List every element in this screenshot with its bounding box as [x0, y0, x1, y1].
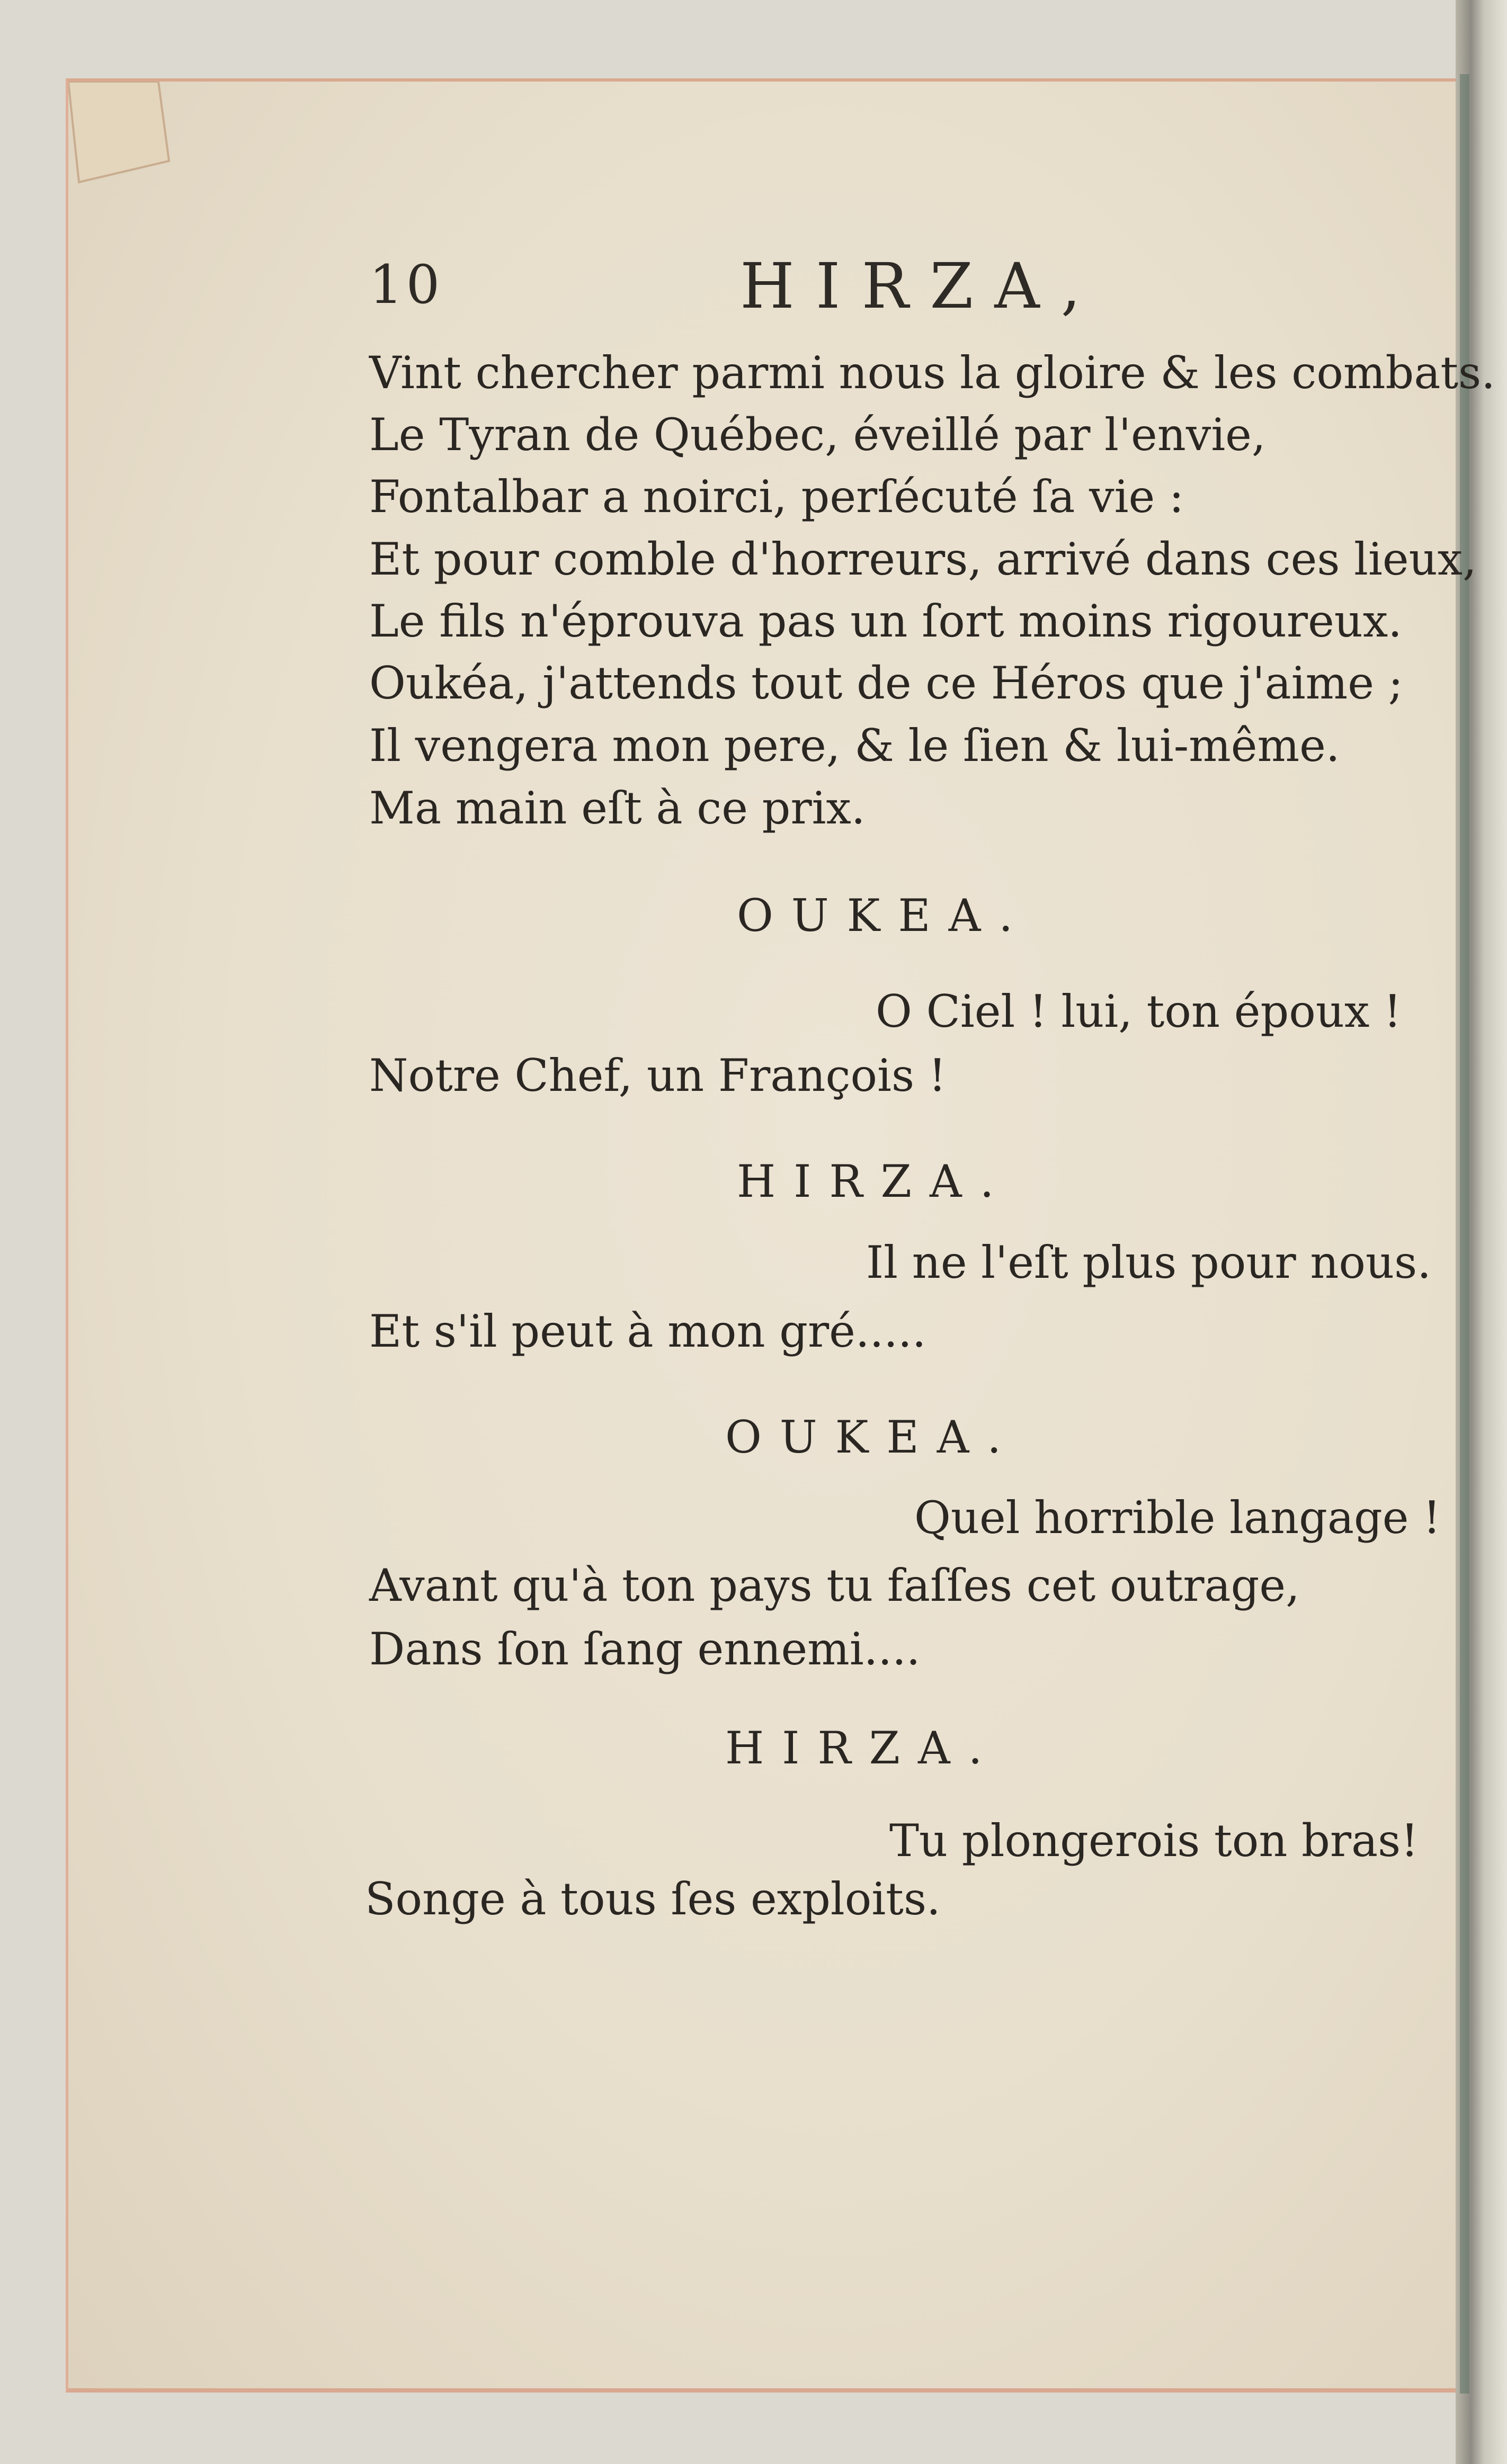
page-number: 10 [369, 254, 443, 316]
verse-line: Notre Chef, un François ! [369, 1050, 947, 1101]
verse-line: Dans ſon ſang ennemi.... [369, 1623, 921, 1675]
verse-line: Vint chercher parmi nous la gloire & les combats. [369, 347, 1495, 399]
verse-line: Il vengera mon pere, & le ſien & lui-même. [369, 720, 1340, 772]
speaker-name: HIRZA. [737, 1155, 1012, 1207]
book-page [66, 78, 1495, 2393]
split-verse-line: Il ne l'eſt plus pour nous. [866, 1237, 1431, 1288]
running-title: HIRZA, [740, 249, 1102, 322]
page-header [369, 249, 1507, 344]
verse-line: Et pour comble d'horreurs, arrivé dans ces lieux, [369, 533, 1477, 585]
verse-line: Ma main eſt à ce prix. [369, 782, 866, 834]
verse-line: Avant qu'à ton pays tu faſſes cet outrage, [369, 1560, 1300, 1611]
speaker-name: OUKEA. [737, 890, 1031, 942]
verse-line: Et s'il peut à mon gré..... [369, 1305, 926, 1357]
verse-line: Le fils n'éprouva pas un ſort moins rigoureux. [369, 595, 1402, 647]
speaker-name: OUKEA. [725, 1411, 1020, 1463]
folded-corner [68, 82, 174, 187]
split-verse-line: Tu plongerois ton bras! [889, 1815, 1419, 1867]
speaker-name: HIRZA. [725, 1722, 1001, 1774]
verse-line: Fontalbar a noirci, perſécuté ſa vie : [369, 471, 1184, 523]
split-verse-line: Quel horrible langage ! [914, 1492, 1441, 1544]
verse-line: Oukéa, j'attends tout de ce Héros que j'aime ; [369, 657, 1403, 709]
split-verse-line: O Ciel ! lui, ton époux ! [876, 985, 1402, 1037]
verse-line: Songe à tous ſes exploits. [365, 1873, 941, 1925]
verse-line: Le Tyran de Québec, éveillé par l'envie, [369, 409, 1266, 461]
